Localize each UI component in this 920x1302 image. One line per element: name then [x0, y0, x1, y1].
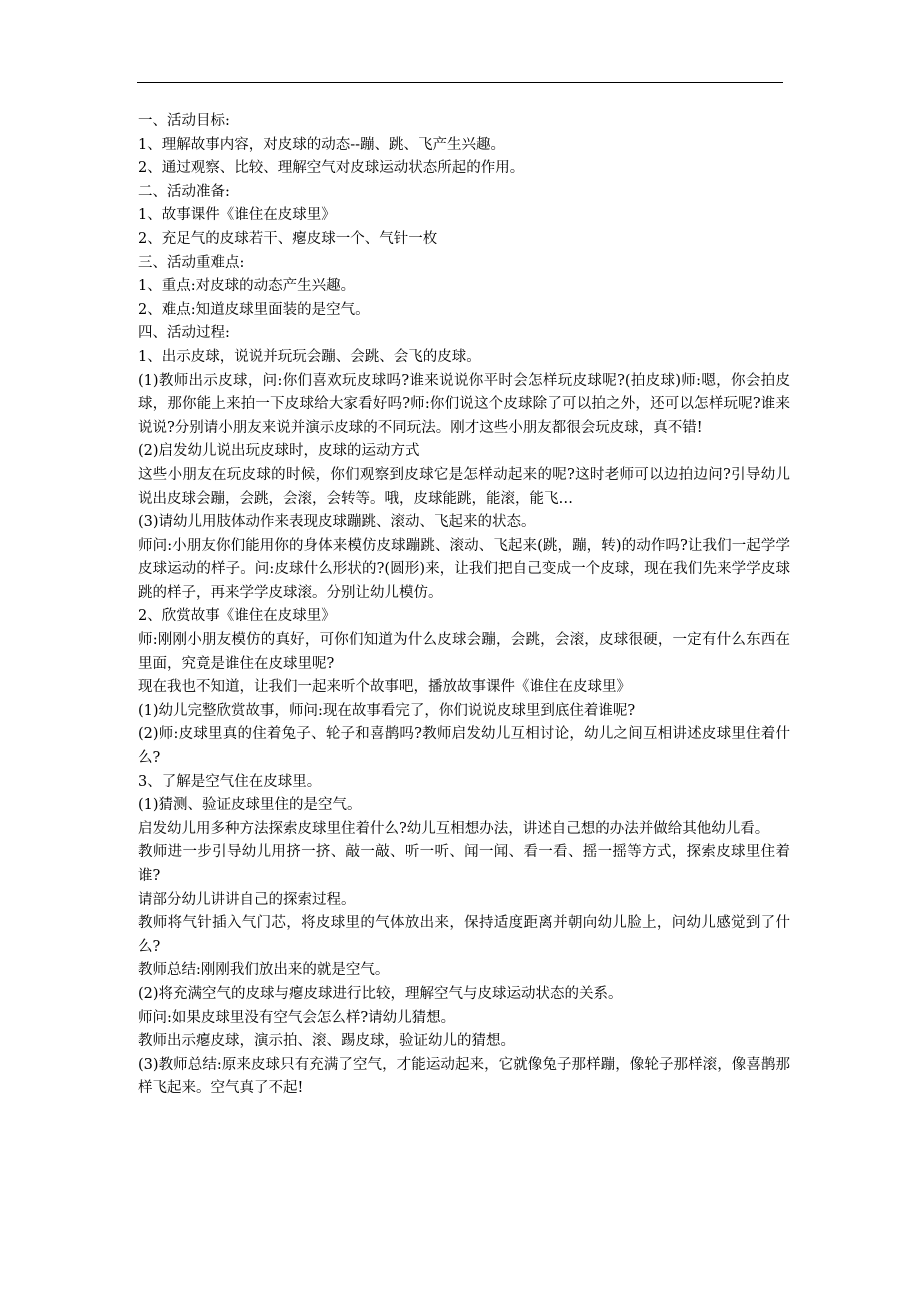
paragraph: 师问:如果皮球里没有空气会怎么样?请幼儿猜想。	[138, 1009, 456, 1026]
paragraph: 1、故事课件《谁住在皮球里》	[138, 207, 336, 224]
paragraph: 3、了解是空气住在皮球里。	[138, 773, 322, 790]
paragraph: 四、活动过程:	[138, 325, 230, 342]
paragraph: 1、理解故事内容，对皮球的动态--蹦、跳、飞产生兴趣。	[138, 136, 506, 153]
paragraph: (1)猜测、验证皮球里住的是空气。	[138, 797, 362, 814]
paragraph: 启发幼儿用多种方法探索皮球里住着什么?幼儿互相想办法，讲述自己想的办法并做给其他幼儿看。	[138, 820, 770, 837]
paragraph: (1)幼儿完整欣赏故事，师问:现在故事看完了，你们说说皮球里到底住着谁呢?	[138, 702, 636, 719]
paragraph: 师问:小朋友你们能用你的身体来模仿皮球蹦跳、滚动、飞起来(跳，蹦，转)的动作吗?让我们一起学学皮球运动的样子。问:皮球什么形状的?(圆形)来，让我们把自己变成一个皮球，现在我们先来学学皮球跳的样子，再来学学皮球滚。分别让幼儿模仿。	[138, 537, 790, 601]
paragraph: 一、活动目标:	[138, 113, 230, 129]
paragraph: (3)请幼儿用肢体动作来表现皮球蹦跳、滚动、飞起来的状态。	[138, 514, 536, 531]
paragraph: 这些小朋友在玩皮球的时候，你们观察到皮球它是怎样动起来的呢?这时老师可以边拍边问?引导幼儿说出皮球会蹦，会跳，会滚，会转等。哦，皮球能跳，能滚，能飞…	[138, 466, 790, 507]
header-rule	[137, 82, 783, 83]
paragraph: (2)将充满空气的皮球与瘪皮球进行比较，理解空气与皮球运动状态的关系。	[138, 985, 623, 1002]
paragraph: (2)师:皮球里真的住着兔子、轮子和喜鹊吗?教师启发幼儿互相讨论，幼儿之间互相讲述皮球里住着什么?	[138, 726, 790, 767]
paragraph: 现在我也不知道，让我们一起来听个故事吧，播放故事课件《谁住在皮球里》	[138, 679, 631, 696]
paragraph: 2、欣赏故事《谁住在皮球里》	[138, 608, 336, 625]
paragraph: 教师进一步引导幼儿用挤一挤、敲一敲、听一听、闻一闻、看一看、摇一摇等方式，探索皮球里住着谁?	[138, 844, 790, 884]
paragraph: 三、活动重难点:	[138, 254, 245, 271]
paragraph: 1、出示皮球，说说并玩玩会蹦、会跳、会飞的皮球。	[138, 348, 481, 365]
paragraph: 师:刚刚小朋友模仿的真好，可你们知道为什么皮球会蹦，会跳，会滚，皮球很硬，一定有什么东西在里面，究竟是谁住在皮球里呢?	[138, 632, 790, 672]
document-body	[138, 110, 790, 1101]
paragraph: (1)教师出示皮球，问:你们喜欢玩皮球吗?谁来说说你平时会怎样玩皮球呢?(拍皮球)师:嗯，你会拍皮球，那你能上来拍一下皮球给大家看好吗?师:你们说这个皮球除了可以拍之外，还可以怎样玩呢?谁来说说?分别请小朋友来说并演示皮球的不同玩法。刚才这些小朋友都很会玩皮球，真不错!	[138, 372, 790, 436]
paragraph: (3)教师总结:原来皮球只有充满了空气，才能运动起来，它就像兔子那样蹦，像轮子那样滚，像喜鹊那样飞起来。空气真了不起!	[138, 1056, 790, 1097]
paragraph: 2、难点:知道皮球里面装的是空气。	[138, 301, 370, 318]
paragraph: 请部分幼儿讲讲自己的探索过程。	[138, 891, 356, 908]
paragraph: 1、重点:对皮球的动态产生兴趣。	[138, 278, 356, 295]
paragraph: (2)启发幼儿说出玩皮球时，皮球的运动方式	[138, 443, 420, 460]
paragraph: 二、活动准备:	[138, 183, 230, 200]
paragraph: 2、充足气的皮球若干、瘪皮球一个、气针一枚	[138, 230, 438, 247]
paragraph: 教师将气针插入气门芯，将皮球里的气体放出来，保持适度距离并朝向幼儿脸上，问幼儿感觉到了什么?	[138, 915, 790, 955]
paragraph: 教师总结:刚刚我们放出来的就是空气。	[138, 962, 390, 979]
paragraph: 教师出示瘪皮球，演示拍、滚、踢皮球，验证幼儿的猜想。	[138, 1033, 515, 1050]
paragraph: 2、通过观察、比较、理解空气对皮球运动状态所起的作用。	[138, 160, 525, 177]
